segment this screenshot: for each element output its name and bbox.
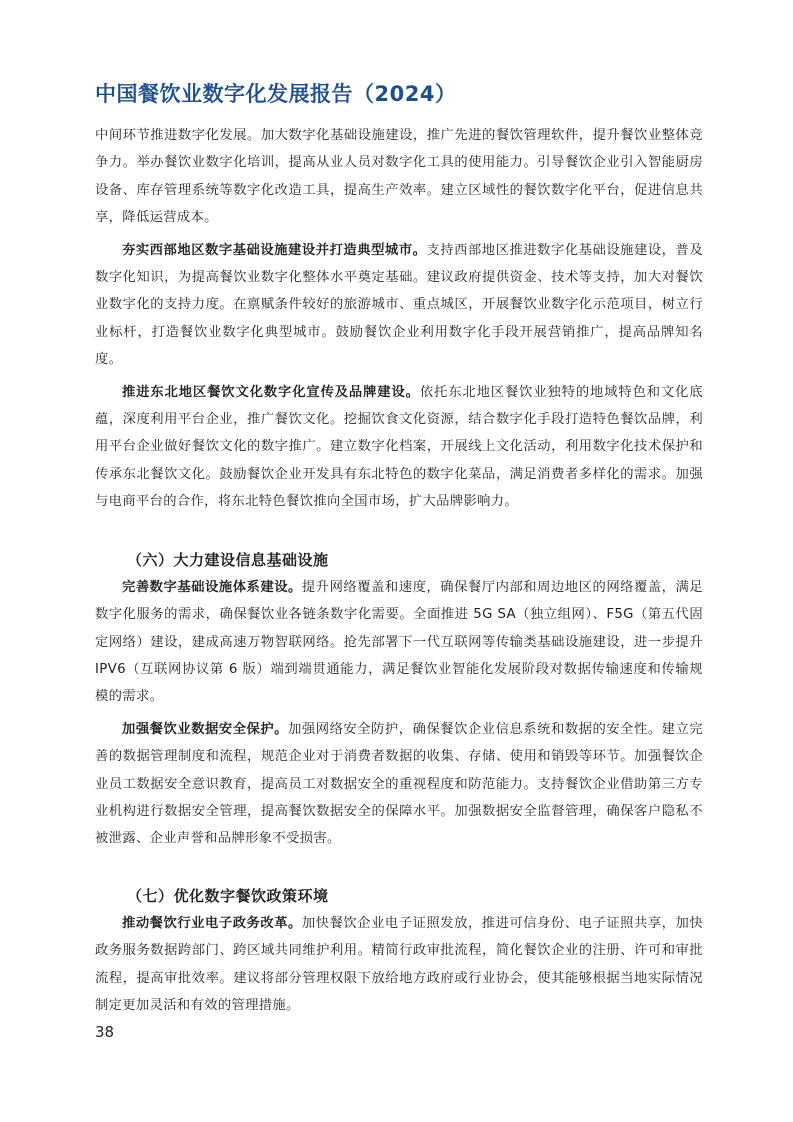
paragraph-text: 依托东北地区餐饮业独特的地域特色和文化底蕴，深度利用平台企业，推广餐饮文化。挖掘饮食文化资源，结合数字化手段打造特色餐饮品牌，利用平台企业做好餐饮文化的数字推广。建立数字化档案，开展线上文化活动，利用数字化技术保护和传承东北餐饮文化。鼓励餐饮企业开发具有东北特色的数字化菜品，满足消费者多样化的需求。加强与电商平台的合作，将东北特色餐饮推向全国市场，扩大品牌影响力。 — [95, 384, 703, 510]
page-number: 38 — [95, 1023, 115, 1041]
page-content — [95, 122, 703, 1024]
paragraph-lead: 推进东北地区餐饮文化数字化宣传及品牌建设。 — [122, 384, 420, 400]
data-security-paragraph — [95, 716, 703, 853]
section-6-heading: （六）大力建设信息基础设施 — [127, 550, 329, 569]
paragraph-text: 加强网络安全防护，确保餐饮企业信息系统和数据的安全性。建立完善的数据管理制度和流程，规范企业对于消费者数据的收集、存储、使用和销毁等环节。加强餐饮企业员工数据安全意识教育，提高员工对数据安全的重视程度和防范能力。支持餐饮企业借助第三方专业机构进行数据安全管理，提高餐饮数据安全的保障水平。加强数据安全监督管理，确保客户隐私不被泄露、企业声誉和品牌形象不受损害。 — [95, 721, 704, 847]
paragraph-lead: 推动餐饮行业电子政务改革。 — [122, 915, 302, 931]
intro-paragraph: 中间环节推进数字化发展。加大数字化基础设施建设，推广先进的餐饮管理软件，提升餐饮业整体竞争力。举办餐饮业数字化培训，提高从业人员对数字化工具的使用能力。引导餐饮企业引入智能厨房设备、库存管理系统等数字化改造工具，提高生产效率。建立区域性的餐饮数字化平台，促进信息共享，降低运营成本。 — [95, 128, 703, 226]
paragraph-lead: 完善数字基础设施体系建设。 — [122, 579, 302, 595]
west-region-paragraph — [95, 237, 703, 374]
e-government-paragraph — [95, 910, 703, 1020]
northeast-region-paragraph — [95, 379, 703, 516]
paragraph-text: 提升网络覆盖和速度，确保餐厅内部和周边地区的网络覆盖，满足数字化服务的需求，确保餐饮业各链条数字化需要。全面推进 5G SA（独立组网）、F5G（第五代固定网络）建设，建成高速万物智联网络。抢先部署下一代互联网等传输类基础设施建设，进一步提升 IPV6（互联网协议第 6 版）端到端贯通能力，满足餐饮业智能化发展阶段对数据传输速度和传输规模的需求。 — [95, 579, 703, 705]
section-7-heading: （七）优化数字餐饮政策环境 — [127, 886, 329, 905]
digital-infrastructure-paragraph — [95, 574, 703, 711]
paragraph-lead: 夯实西部地区数字基础设施建设并打造典型城市。 — [122, 242, 427, 258]
paragraph-text: 加快餐饮企业电子证照发放，推进可信身份、电子证照共享，加快政务服务数据跨部门、跨区域共同维护利用。精简行政审批流程，简化餐饮企业的注册、许可和审批流程，提高审批效率。建议将部分管理权限下放给地方政府或行业协会，使其能够根据当地实际情况制定更加灵活和有效的管理措施。 — [95, 915, 703, 1013]
paragraph-lead: 加强餐饮业数据安全保护。 — [122, 721, 289, 737]
paragraph-text: 支持西部地区推进数字化基础设施建设，普及数字化知识，为提高餐饮业数字化整体水平奠定基础。建议政府提供资金、技术等支持，加大对餐饮业数字化的支持力度。在禀赋条件较好的旅游城市、重点城区，开展餐饮业数字化示范项目，树立行业标杆，打造餐饮业数字化典型城市。鼓励餐饮企业利用数字化手段开展营销推广，提高品牌知名度。 — [95, 242, 704, 368]
report-header-title: 中国餐饮业数字化发展报告（2024） — [95, 82, 457, 106]
